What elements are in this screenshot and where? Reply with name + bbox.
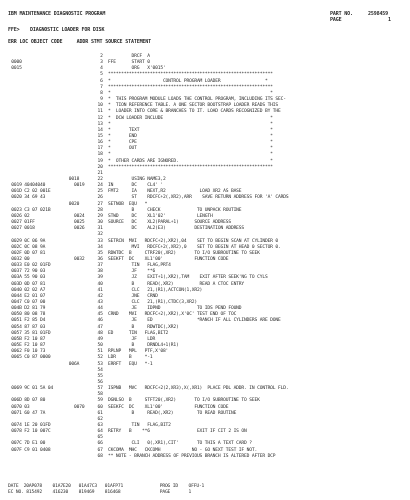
listing-line: 0033 E0 02 01FD 37 TIN FLAG,PRT4 — [6, 263, 171, 269]
ffe-label: FFE> — [8, 27, 20, 33]
listing-line: 0023 C3 07 021B 28 B CHECK TO UNPACK ROUTINE — [6, 207, 242, 213]
listing-line: 0032 00 0032 36 SEEKFT DC XL1'00' FUNCTION CODE — [6, 256, 229, 262]
listing-line: 0015 4 ORG X'0015' — [6, 66, 166, 72]
listing-line: 001D C2 02 001E 25 FMT2 IA NEXT,R2 LOAD XR2 AS BASE — [6, 189, 242, 195]
listing-line: 12 * DCW LOADER INCLUDE * — [6, 115, 273, 121]
footer-line-1: DATE 20AP078 01A7E20 01A47C3 01AFP71 PROG ID OFFU-1 — [8, 484, 205, 489]
listing-line: 004B D2 81 79 44 JE IDPND TO IDS PEND FOUND — [6, 306, 242, 312]
listing-line: 14 * TEXT * — [6, 127, 273, 133]
listing-line: 002F 0D 07 81 35 RDWTDC B CTRF20(,XR2) TO I/O SUBROUTINE TO SEEK — [6, 250, 260, 256]
listing-line: 0029 0C 06 9A 33 SETRCN MVI RDCFC+2(,XR2),04 SET TO BEGIN SCAN AT CYLINDER 0 — [6, 238, 279, 244]
listing-line: 15 * END * — [6, 133, 273, 139]
column-headers: ERR LOC OBJECT CODE ADDR STMT SOURCE STATEMENT — [8, 39, 152, 45]
footer-line-2: EC NO. 815492 416230 819469 816468 PAGE 1 — [8, 490, 192, 495]
listing-line: 0037 72 90 03 38 JF **6 — [6, 269, 156, 275]
listing-line: 7 *************************************************************** — [6, 84, 273, 90]
listing-line: 0040 02 02 A7 41 CLC 21,(R1),ACTCON(1,XR2) — [6, 287, 203, 293]
listing-line: 005E F2 10 87 50 B DRNDL4+1(R1) — [6, 343, 179, 349]
listing-line: 6 * CONTROL PROGRAM LOADER * — [6, 78, 268, 84]
listing-line: 0071 60 47 7A 61 B READ(,XR2) TO READ ROUTINE — [6, 410, 237, 416]
listing-line: 0057 35 81 01FD 48 ED TIN FLAG,BIT2 — [6, 330, 169, 336]
listing-line: 56 — [6, 379, 103, 385]
listing-line: 0070 03 0070 60 SEEKFC DC XL1'00' FUNCTION CODE — [6, 404, 229, 410]
listing-line: 19 * OTHER CARDS ARE IGNORED. * — [6, 158, 273, 164]
listing-line: 007C 7D E1 00 66 CLI 0(,XR1),CIT' TO THIS A TEXT CARD ? — [6, 441, 252, 447]
part-number: 2598459 — [368, 11, 389, 17]
system-title: IBM MAINTENANCE DIAGNOSTIC PROGRAM — [8, 11, 106, 17]
listing-line: 8 * * — [6, 90, 273, 96]
listing-line: 18 * * — [6, 152, 273, 158]
listing-line: 16 * CPE * — [6, 140, 273, 146]
listing-line: 002C 0C 08 9A 34 MVI RDCFC+2(,XR2),0 SET TO BEGIN AT HEAD 0 SECTOR 0. — [6, 244, 281, 250]
listing-line: 0019 40404040 0019 24 IN DC CL4' ' — [6, 183, 163, 189]
listing-line: 0020 27 SETNOB EQU * — [6, 201, 148, 207]
listing-line: 007F C9 01 0408 67 CKCOMA MHC CKCOMH NO - GO NEXT TEST IF NOT. — [6, 447, 258, 453]
listing-line: 54 — [6, 367, 103, 373]
listing-line: 17 * OUT * — [6, 146, 273, 152]
listing-line: 0069 9C 01 5A 04 57 ISPNB MVC RDCFC+2(2,XR3),X(,XR1) PLACE PDL ADDR. IN CONTROL FLD. — [6, 386, 289, 392]
program-name: DIAGNOSTIC LOADER FOR DISK — [30, 27, 105, 33]
listing-line: 0044 E2 01 07 42 JNE CRND — [6, 293, 158, 299]
listing-line: 2 DRCF A — [6, 54, 150, 59]
listing-line: 006A 53 ERRFT EQU *-1 — [6, 361, 153, 367]
listing-line: 0078 F2 10 007C 64 RETRY B **6 EXIT IF CIT 2 IS ON — [6, 429, 247, 435]
listing-line: 005B F2 10 87 49 JF LDR — [6, 336, 156, 342]
listing-line: 20 *************************************************************** — [6, 164, 273, 170]
listing-line: 0000 3 FFE START 0 — [6, 60, 150, 66]
listing-line: 11 * LOADER INTO CORE & BRANCHES TO IT. LOAD CARDS RECOGNIZED BY THE — [6, 109, 281, 115]
listing-line: 0026 02 0024 29 STWD DC XL1'02' LENGTH — [6, 213, 213, 219]
listing-line: 0050 80 08 78 45 CRND MVI RDCFC+2(,XR2),X'0C' TEST END OF TOC — [6, 312, 237, 318]
listing-line: 003A 55 90 03 39 JZ EXIT+1(,XR2),TAM EXIT AFTER SEEK'NG TO CYLS — [6, 275, 268, 281]
listing-line: 5 *************************************************************** — [6, 72, 273, 78]
listing-line: 006D 8D 07 80 59 DGNLSO B STFT20(,XR2) TO I/O SUBROUTINE TO SEEK — [6, 398, 260, 404]
listing-line: 58 — [6, 392, 103, 398]
listing-line: 68 ** NOTE - BRANCH ADDRESS OF PREVIOUS BRANCH IS ALTERED AFTER DCP — [6, 453, 276, 459]
listing-line: 0027 0018 0026 31 DC AL2(E3) DESTINATION ADDRESS — [6, 226, 245, 232]
listing-line: 0074 1E 20 01FD 63 TIN FLAG,BIT2 — [6, 423, 171, 428]
page-number: 1 — [388, 17, 391, 23]
listing-line: 55 — [6, 373, 103, 379]
listing-line: 0065 C0 87 0000 52 LDR B *-1 — [6, 355, 153, 361]
listing-line: 0018 22 USING NAME3,2 — [6, 177, 166, 182]
listing-line: 9 * THIS PROGRAM MODULE LOADS THE CONTROL PROGRAM, INCLUDING ITS SEC- — [6, 97, 286, 103]
listing-line: 65 — [6, 435, 103, 441]
listing-line: 13 * * — [6, 121, 273, 127]
listing-line: 21 — [6, 170, 103, 176]
listing-line: 0020 34 69 43 26 ST RDCFC+2(,XR2),ARR SAVE RETURN ADDRESS FOR 'A' CARDS — [6, 195, 289, 201]
listing-line: 10 * TION REFERENCE TABLE. A ONE SECTOR BOOTSTRAP LOADER READS THIS — [6, 103, 279, 109]
listing-line: 0047 C0 07 00 43 CLC 21,(R1),CTDC(3,XR2) — [6, 300, 197, 305]
listing-line: 003D 0D 07 81 40 B READ(,XR2) READ A CTOC ENTRY — [6, 281, 245, 287]
listing-line: 32 — [6, 232, 103, 238]
listing-line: 0051 F2 85 D4 46 JE ED *RANCH IF ALL CYLINDERS ARE DONE — [6, 318, 281, 324]
listing-line: 0027 01FF 0025 30 SOURCE DC XL2(PARAL+1) SOURCE ADDRESS — [6, 220, 231, 226]
page-label: PAGE — [330, 17, 342, 23]
part-label: PART NO. — [330, 11, 353, 17]
listing-line: 0062 F0 10 73 51 RPLNP MPL PTF,X'08' — [6, 349, 169, 355]
listing-line: 62 — [6, 416, 103, 422]
listing-line: 0054 87 87 03 47 B RDWTDC(,XR2) — [6, 324, 179, 330]
